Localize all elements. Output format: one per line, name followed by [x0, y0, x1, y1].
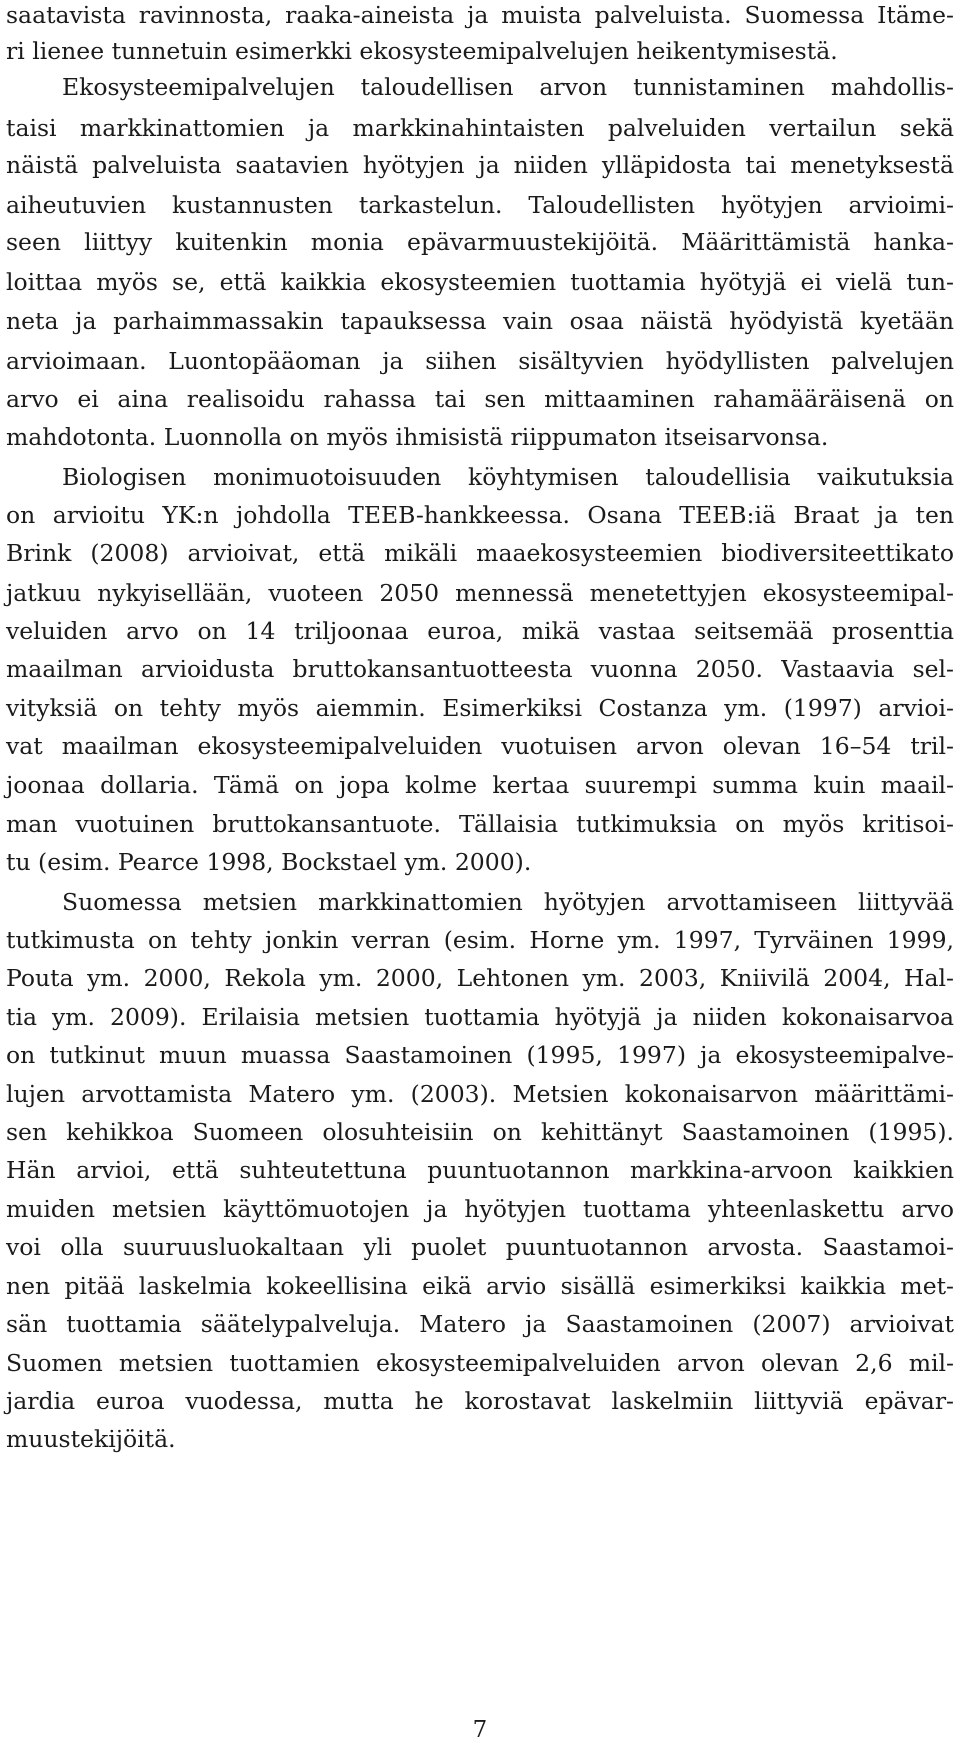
text-line: vat maailman ekosysteemipalveluiden vuotuisen arvon olevan 16–54 tril-	[6, 732, 954, 760]
text-line: mahdotonta. Luonnolla on myös ihmisistä riippumaton itseisarvonsa.	[6, 423, 829, 451]
text-line: man vuotuinen bruttokansantuote. Tällaisia tutkimuksia on myös kritisoi-	[6, 810, 954, 838]
text-line: Suomessa metsien markkinattomien hyötyjen arvottamiseen liittyvää	[62, 888, 954, 916]
text-line: loittaa myös se, että kaikkia ekosysteemien tuottamia hyötyjä ei vielä tun-	[6, 268, 954, 296]
text-line: jatkuu nykyisellään, vuoteen 2050 mennessä menetettyjen ekosysteemipal-	[6, 579, 954, 607]
text-line: seen liittyy kuitenkin monia epävarmuustekijöitä. Määrittämistä hanka-	[6, 228, 954, 256]
text-line: näistä palveluista saatavien hyötyjen ja niiden ylläpidosta tai menetyksestä	[6, 151, 954, 179]
text-line: on arvioitu YK:n johdolla TEEB-hankkeessa. Osana TEEB:iä Braat ja ten	[6, 501, 954, 529]
text-line: Pouta ym. 2000, Rekola ym. 2000, Lehtonen ym. 2003, Kniivilä 2004, Hal-	[6, 964, 954, 992]
text-line: muustekijöitä.	[6, 1425, 176, 1453]
text-line: joonaa dollaria. Tämä on jopa kolme kertaa suurempi summa kuin maail-	[6, 771, 954, 799]
text-line: muiden metsien käyttömuotojen ja hyötyjen tuottama yhteenlaskettu arvo	[6, 1195, 954, 1223]
text-line: nen pitää laskelmia kokeellisina eikä arvio sisällä esimerkiksi kaikkia met-	[6, 1272, 954, 1300]
text-line: jardia euroa vuodessa, mutta he korostavat laskelmiin liittyviä epävar-	[6, 1387, 954, 1415]
text-line: tutkimusta on tehty jonkin verran (esim. Horne ym. 1997, Tyrväinen 1999,	[6, 926, 954, 954]
text-line: saatavista ravinnosta, raaka-aineista ja muista palveluista. Suomessa Itäme-	[6, 1, 954, 29]
text-line: Brink (2008) arvioivat, että mikäli maaekosysteemien biodiversiteettikato	[6, 539, 954, 567]
text-line: voi olla suuruusluokaltaan yli puolet puuntuotannon arvosta. Saastamoi-	[6, 1233, 954, 1261]
text-line: tia ym. 2009). Erilaisia metsien tuottamia hyötyjä ja niiden kokonaisarvoa	[6, 1003, 954, 1031]
text-line: on tutkinut muun muassa Saastamoinen (1995, 1997) ja ekosysteemipalve-	[6, 1041, 954, 1069]
text-line: Hän arvioi, että suhteutettuna puuntuotannon markkina-arvoon kaikkien	[6, 1156, 954, 1184]
text-line: sän tuottamia säätelypalveluja. Matero ja Saastamoinen (2007) arvioivat	[6, 1310, 954, 1338]
text-line: lujen arvottamista Matero ym. (2003). Metsien kokonaisarvon määrittämi-	[6, 1080, 954, 1108]
text-line: Biologisen monimuotoisuuden köyhtymisen taloudellisia vaikutuksia	[62, 463, 954, 491]
text-line: vityksiä on tehty myös aiemmin. Esimerkiksi Costanza ym. (1997) arvioi-	[6, 694, 954, 722]
page-number: 7	[472, 1717, 488, 1743]
text-line: sen kehikkoa Suomeen olosuhteisiin on kehittänyt Saastamoinen (1995).	[6, 1118, 954, 1146]
text-line: taisi markkinattomien ja markkinahintaisten palveluiden vertailun sekä	[6, 114, 954, 142]
text-line: maailman arvioidusta bruttokansantuotteesta vuonna 2050. Vastaavia sel-	[6, 655, 954, 683]
text-line: tu (esim. Pearce 1998, Bockstael ym. 2000).	[6, 848, 532, 876]
text-line: aiheutuvien kustannusten tarkastelun. Taloudellisten hyötyjen arvioimi-	[6, 191, 954, 219]
text-line: veluiden arvo on 14 triljoonaa euroa, mikä vastaa seitsemää prosenttia	[6, 617, 954, 645]
text-line: Ekosysteemipalvelujen taloudellisen arvon tunnistaminen mahdollis-	[62, 73, 954, 101]
text-line: arvo ei aina realisoidu rahassa tai sen mittaaminen rahamääräisenä on	[6, 385, 954, 413]
text-line: Suomen metsien tuottamien ekosysteemipalveluiden arvon olevan 2,6 mil-	[6, 1349, 954, 1377]
text-line: ri lienee tunnetuin esimerkki ekosysteemipalvelujen heikentymisestä.	[6, 37, 838, 65]
text-line: arvioimaan. Luontopääoman ja siihen sisältyvien hyödyllisten palvelujen	[6, 347, 954, 375]
text-line: neta ja parhaimmassakin tapauksessa vain osaa näistä hyödyistä kyetään	[6, 307, 954, 335]
